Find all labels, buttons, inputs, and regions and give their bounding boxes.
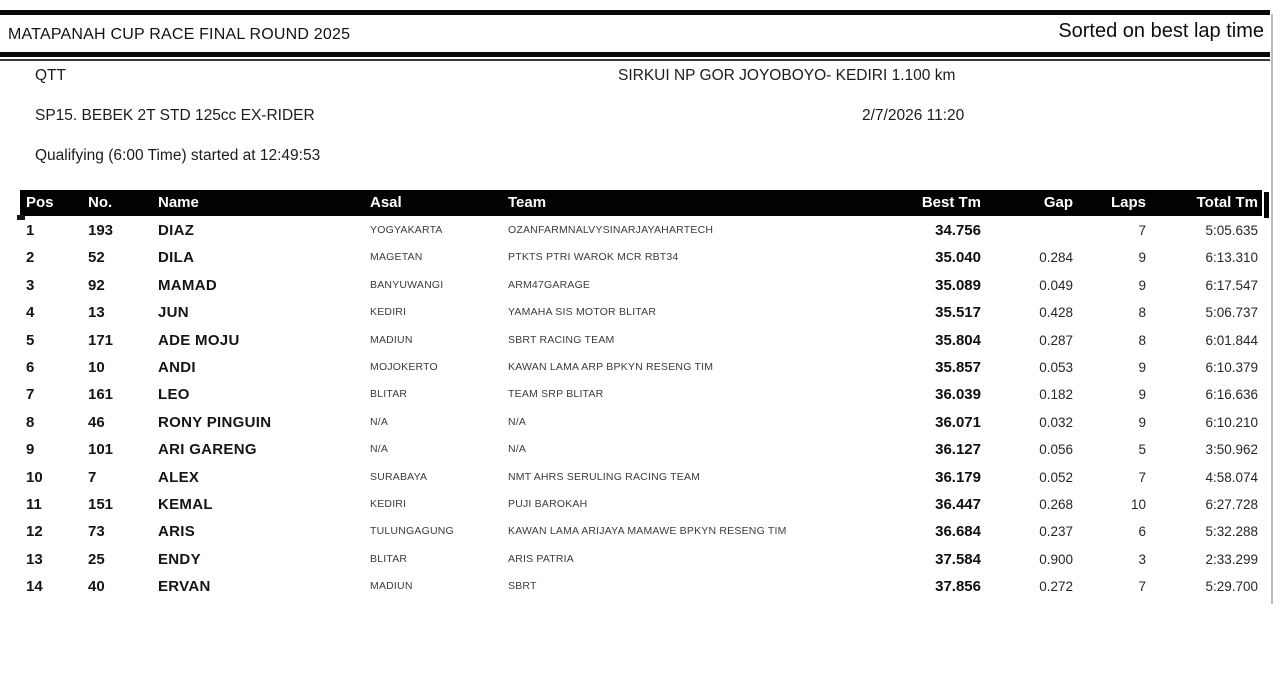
cell-asal: YOGYAKARTA [370, 224, 443, 236]
cell-laps: 9 [1138, 277, 1146, 293]
col-header-pos: Pos [26, 194, 54, 211]
cell-gap: 0.053 [1039, 360, 1073, 376]
cell-gap: 0.287 [1039, 332, 1073, 348]
cell-asal: MADIUN [370, 580, 413, 593]
cell-total: 5:32.288 [1205, 524, 1258, 540]
cell-pos: 13 [26, 550, 43, 568]
cell-total: 5:05.635 [1205, 223, 1258, 238]
cell-gap: 0.284 [1039, 250, 1073, 266]
cell-team: ARM47GARAGE [508, 278, 591, 291]
table-row [20, 573, 1262, 600]
cell-pos: 3 [26, 276, 35, 294]
circuit-name: SIRKUI NP GOR JOYOBOYO- KEDIRI 1.100 km [618, 67, 956, 84]
cell-asal: BLITAR [370, 388, 408, 401]
cell-best: 35.857 [935, 359, 981, 377]
cell-pos: 12 [26, 523, 43, 541]
table-row [20, 546, 1262, 573]
cell-best: 36.447 [935, 496, 981, 514]
cell-no: 7 [88, 468, 97, 486]
col-header-team: Team [508, 194, 547, 211]
cell-gap: 0.237 [1039, 524, 1073, 540]
header-rule [0, 52, 1270, 57]
table-row [20, 518, 1262, 545]
cell-team: ARIS PATRIA [508, 552, 574, 565]
cell-laps: 8 [1138, 305, 1146, 321]
cell-no: 10 [88, 359, 105, 377]
cell-name: ENDY [158, 550, 201, 568]
cell-pos: 1 [26, 222, 35, 239]
cell-no: 151 [88, 496, 114, 514]
cell-gap: 0.032 [1039, 414, 1073, 430]
col-header-no: No. [88, 194, 113, 211]
cell-best: 35.040 [935, 249, 981, 267]
header-rule-echo [0, 59, 1270, 61]
cell-best: 37.584 [935, 550, 981, 568]
cell-team: N/A [508, 415, 527, 428]
results-rows [20, 217, 1262, 601]
cell-total: 2:33.299 [1205, 551, 1258, 567]
cell-total: 5:06.737 [1205, 305, 1258, 321]
cell-no: 46 [88, 413, 105, 431]
cell-name: DILA [158, 249, 195, 267]
cell-no: 92 [88, 276, 105, 294]
col-header-name: Name [158, 194, 199, 211]
table-row [20, 244, 1262, 271]
cell-gap: 0.268 [1039, 497, 1073, 513]
table-row [20, 464, 1262, 491]
cell-total: 6:10.379 [1205, 360, 1258, 376]
cell-best: 36.039 [935, 386, 981, 404]
table-border-tick-right [1264, 192, 1269, 218]
cell-total: 6:17.547 [1205, 277, 1258, 293]
page-edge-line [1271, 14, 1273, 604]
cell-team: SBRT [508, 580, 537, 593]
table-row [20, 491, 1262, 518]
cell-name: ALEX [158, 468, 200, 486]
cell-asal: KEDIRI [370, 306, 407, 319]
cell-pos: 9 [26, 441, 35, 459]
cell-total: 6:16.636 [1205, 387, 1258, 403]
cell-name: MAMAD [158, 276, 217, 294]
cell-name: KEMAL [158, 496, 213, 514]
cell-best: 36.071 [935, 413, 981, 431]
table-row [20, 381, 1262, 408]
cell-gap: 0.900 [1039, 551, 1073, 567]
cell-gap: 0.049 [1039, 277, 1073, 293]
cell-pos: 4 [26, 304, 35, 322]
cell-gap [985, 217, 1077, 244]
cell-asal: SURABAYA [370, 470, 428, 483]
cell-best: 35.804 [935, 331, 981, 349]
cell-name: JUN [158, 304, 189, 322]
cell-name: ERVAN [158, 578, 211, 596]
cell-total: 6:01.844 [1205, 332, 1258, 348]
cell-total: 6:10.210 [1205, 414, 1258, 430]
table-row [20, 299, 1262, 326]
cell-gap: 0.056 [1039, 442, 1073, 458]
cell-team: YAMAHA SIS MOTOR BLITAR [508, 306, 657, 319]
cell-laps: 8 [1138, 332, 1146, 348]
session-datetime: 2/7/2026 11:20 [862, 107, 965, 124]
cell-best: 36.179 [935, 468, 981, 486]
cell-no: 13 [88, 304, 105, 322]
cell-asal: MAGETAN [370, 251, 423, 264]
cell-asal: MOJOKERTO [370, 361, 438, 374]
cell-laps: 3 [1138, 551, 1146, 567]
session-info: Qualifying (6:00 Time) started at 12:49:53 [35, 147, 321, 164]
col-header-best-tm: Best Tm [921, 194, 981, 211]
top-rule [0, 10, 1270, 15]
cell-team: N/A [508, 443, 527, 456]
cell-no: 171 [88, 331, 114, 349]
cell-name: ARI GARENG [158, 441, 257, 459]
cell-laps: 5 [1138, 442, 1146, 458]
cell-laps: 7 [1138, 469, 1146, 485]
cell-team: TEAM SRP BLITAR [508, 388, 604, 401]
cell-laps: 7 [1138, 223, 1146, 238]
col-header-gap: Gap [1043, 194, 1073, 211]
cell-total: 6:13.310 [1205, 250, 1258, 266]
sort-note: Sorted on best lap time [1058, 20, 1264, 42]
table-row [20, 409, 1262, 436]
col-header-asal: Asal [370, 194, 402, 211]
table-row [20, 327, 1262, 354]
col-header-total-tm: Total Tm [1196, 194, 1258, 211]
cell-total: 6:27.728 [1205, 497, 1258, 513]
cell-name: ANDI [158, 359, 196, 377]
cell-asal: BLITAR [370, 552, 408, 565]
cell-best: 37.856 [935, 578, 981, 596]
cell-no: 101 [88, 441, 114, 459]
cell-no: 52 [88, 249, 105, 267]
cell-laps: 7 [1138, 579, 1146, 595]
cell-best: 34.756 [935, 222, 981, 239]
cell-name: ADE MOJU [158, 331, 240, 349]
cell-total: 5:29.700 [1205, 579, 1258, 595]
cell-gap: 0.428 [1039, 305, 1073, 321]
table-row [20, 354, 1262, 381]
cell-no: 193 [88, 222, 114, 239]
cell-gap: 0.052 [1039, 469, 1073, 485]
cell-pos: 2 [26, 249, 35, 267]
cell-asal: TULUNGAGUNG [370, 525, 454, 538]
cell-name: DIAZ [158, 222, 195, 239]
cell-team: KAWAN LAMA ARIJAYA MAMAWE BPKYN RESENG TIM [508, 525, 787, 538]
cell-laps: 9 [1138, 414, 1146, 430]
cell-laps: 6 [1138, 524, 1146, 540]
cell-laps: 9 [1138, 387, 1146, 403]
cell-best: 35.089 [935, 276, 981, 294]
cell-no: 25 [88, 550, 105, 568]
cell-pos: 5 [26, 331, 35, 349]
cell-asal: N/A [370, 415, 389, 428]
cell-best: 36.684 [935, 523, 981, 541]
cell-laps: 9 [1138, 250, 1146, 266]
cell-asal: N/A [370, 443, 389, 456]
cell-laps: 9 [1138, 360, 1146, 376]
cell-team: NMT AHRS SERULING RACING TEAM [508, 470, 701, 483]
cell-best: 36.127 [935, 441, 981, 459]
event-title: MATAPANAH CUP RACE FINAL ROUND 2025 [8, 26, 351, 43]
cell-pos: 6 [26, 359, 35, 377]
cell-pos: 8 [26, 413, 35, 431]
cell-asal: KEDIRI [370, 498, 407, 511]
cell-team: SBRT RACING TEAM [508, 333, 615, 346]
col-header-laps: Laps [1110, 194, 1146, 211]
cell-pos: 14 [26, 578, 43, 596]
table-row [20, 272, 1262, 299]
table-row [20, 436, 1262, 463]
cell-no: 40 [88, 578, 105, 596]
cell-total: 4:58.074 [1205, 469, 1258, 485]
cell-no: 161 [88, 386, 114, 404]
session-code: QTT [35, 67, 66, 84]
cell-team: KAWAN LAMA ARP BPKYN RESENG TIM [508, 361, 714, 374]
cell-pos: 11 [26, 496, 42, 514]
cell-gap: 0.182 [1039, 387, 1073, 403]
cell-total: 3:50.962 [1205, 442, 1258, 458]
table-header [20, 190, 1262, 216]
cell-team: PUJI BAROKAH [508, 498, 588, 511]
cell-asal: MADIUN [370, 333, 413, 346]
cell-asal: BANYUWANGI [370, 278, 444, 291]
cell-name: LEO [158, 386, 190, 404]
table-row [20, 217, 1262, 244]
cell-name: ARIS [158, 523, 196, 541]
race-category: SP15. BEBEK 2T STD 125cc EX-RIDER [35, 107, 315, 124]
cell-no: 73 [88, 523, 105, 541]
cell-gap: 0.272 [1039, 579, 1073, 595]
cell-pos: 10 [26, 468, 43, 486]
cell-laps: 10 [1130, 497, 1146, 513]
cell-team: PTKTS PTRI WAROK MCR RBT34 [508, 251, 679, 264]
cell-name: RONY PINGUIN [158, 413, 272, 431]
cell-best: 35.517 [935, 304, 981, 322]
cell-pos: 7 [26, 386, 35, 404]
cell-team: OZANFARMNALVYSINARJAYAHARTECH [508, 224, 714, 236]
